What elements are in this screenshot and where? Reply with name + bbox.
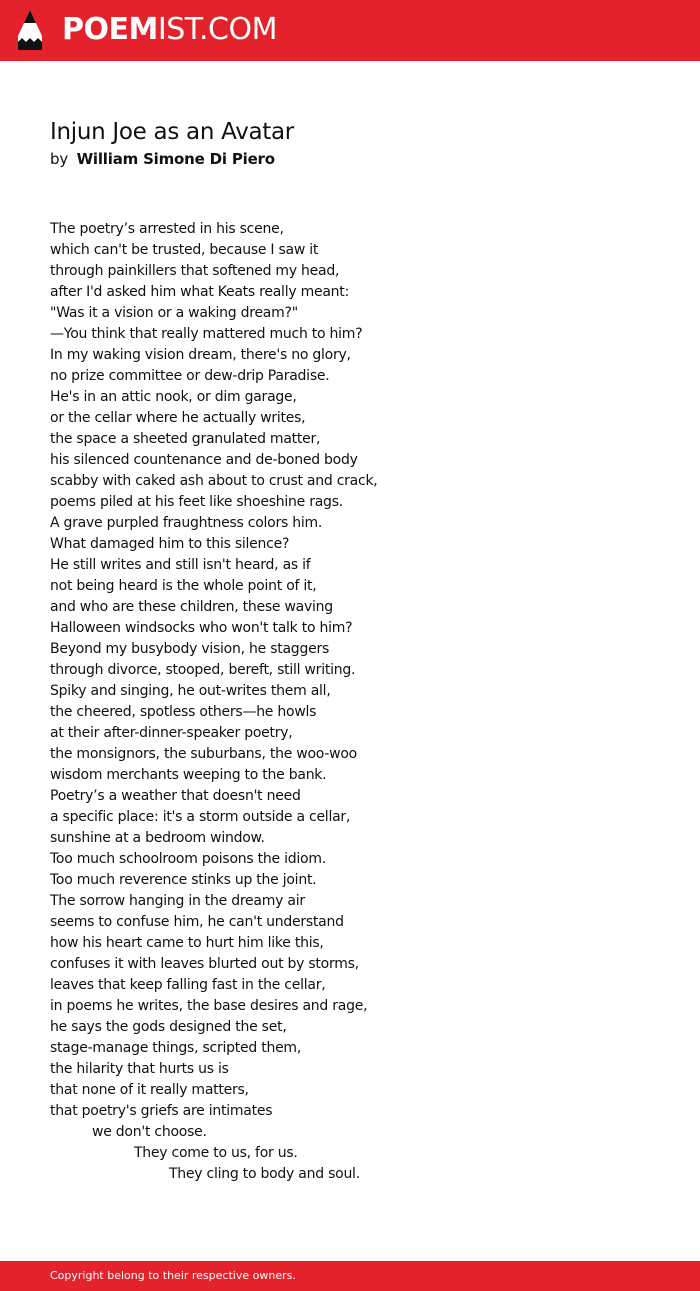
poem-title: Injun Joe as an Avatar: [50, 119, 294, 145]
poem-line: that none of it really matters,: [50, 1082, 249, 1098]
poem-line: confuses it with leaves blurted out by storms,: [50, 956, 359, 972]
poem-body: [50, 219, 650, 1185]
site-footer: [0, 1261, 700, 1291]
poem-line: the hilarity that hurts us is: [50, 1061, 229, 1077]
poem-line: not being heard is the whole point of it,: [50, 578, 317, 594]
poem-line: Spiky and singing, he out-writes them all,: [50, 683, 331, 699]
byline: [50, 149, 275, 169]
poem-line: how his heart came to hurt him like this,: [50, 935, 324, 951]
poem-line: The sorrow hanging in the dreamy air: [50, 893, 305, 909]
poem-line: In my waking vision dream, there's no glory,: [50, 347, 351, 363]
poem-line: Too much schoolroom poisons the idiom.: [50, 851, 326, 867]
poem-line: no prize committee or dew-drip Paradise.: [50, 368, 330, 384]
poem-line: —You think that really mattered much to him?: [50, 326, 363, 342]
poem-line: which can't be trusted, because I saw it: [50, 242, 319, 258]
poem-line: They cling to body and soul.: [169, 1166, 360, 1182]
poem-line: "Was it a vision or a waking dream?": [50, 305, 298, 321]
poem-line: or the cellar where he actually writes,: [50, 410, 306, 426]
poem-line: They come to us, for us.: [134, 1145, 298, 1161]
pencil-logo-icon[interactable]: [17, 8, 43, 52]
author-name: William Simone Di Piero: [76, 150, 275, 168]
poem-line: stage-manage things, scripted them,: [50, 1040, 302, 1056]
poem-line: Beyond my busybody vision, he staggers: [50, 641, 329, 657]
poem-line: He still writes and still isn't heard, as if: [50, 557, 311, 573]
poem-line: Halloween windsocks who won't talk to him?: [50, 620, 353, 636]
poem-line: a specific place: it's a storm outside a cellar,: [50, 809, 351, 825]
poem-line: the space a sheeted granulated matter,: [50, 431, 321, 447]
by-label: by: [50, 150, 68, 168]
poem-line: and who are these children, these waving: [50, 599, 333, 615]
poem-line: The poetry’s arrested in his scene,: [50, 221, 284, 237]
poem-line: through divorce, stooped, bereft, still writing.: [50, 662, 356, 678]
poem-line: his silenced countenance and de-boned body: [50, 452, 358, 468]
poem-line: in poems he writes, the base desires and rage,: [50, 998, 368, 1014]
poem-line: we don't choose.: [92, 1124, 207, 1140]
poem-line: scabby with caked ash about to crust and crack,: [50, 473, 378, 489]
poem-line: sunshine at a bedroom window.: [50, 830, 265, 846]
poem-line: after I'd asked him what Keats really meant:: [50, 284, 349, 300]
logo-light-text: IST.COM: [157, 12, 277, 47]
poem-line: poems piled at his feet like shoeshine rags.: [50, 494, 343, 510]
poem-line: through painkillers that softened my head,: [50, 263, 340, 279]
poem-line: the monsignors, the suburbans, the woo-woo: [50, 746, 358, 762]
poem-line: Too much reverence stinks up the joint.: [50, 872, 317, 888]
poem-line: leaves that keep falling fast in the cellar,: [50, 977, 326, 993]
logo-bold-text: POEM: [62, 12, 158, 47]
poem-line: A grave purpled fraughtness colors him.: [50, 515, 323, 531]
poem-line: What damaged him to this silence?: [50, 536, 290, 552]
poem-line: seems to confuse him, he can't understand: [50, 914, 344, 930]
site-header: [0, 0, 700, 61]
site-logo[interactable]: [62, 13, 277, 47]
copyright-notice: Copyright belong to their respective owners.: [50, 1269, 296, 1282]
poem-line: the cheered, spotless others—he howls: [50, 704, 317, 720]
poem-line: Poetry’s a weather that doesn't need: [50, 788, 301, 804]
poem-line: he says the gods designed the set,: [50, 1019, 287, 1035]
poem-line: wisdom merchants weeping to the bank.: [50, 767, 327, 783]
poem-line: He's in an attic nook, or dim garage,: [50, 389, 297, 405]
poem-line: at their after-dinner-speaker poetry,: [50, 725, 293, 741]
poem-line: that poetry's griefs are intimates: [50, 1103, 273, 1119]
